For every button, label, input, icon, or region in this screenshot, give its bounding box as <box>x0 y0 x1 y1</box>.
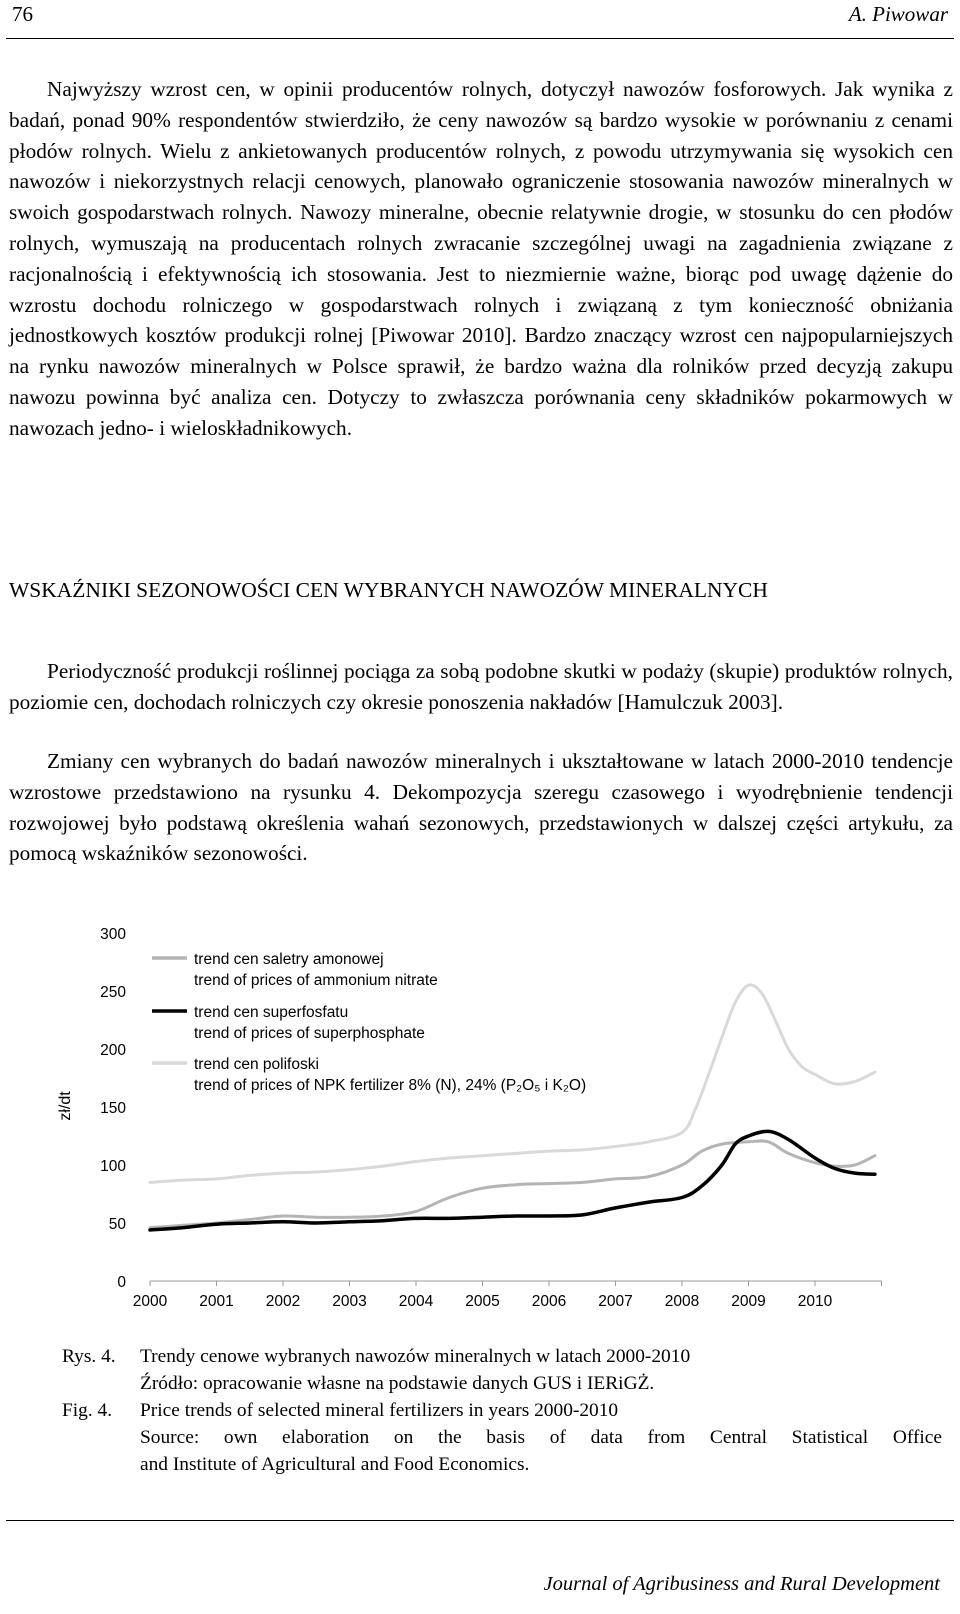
x-tick-label: 2004 <box>398 1293 434 1310</box>
caption-source-row-en-2 <box>62 1451 942 1478</box>
x-tick-label: 2010 <box>797 1293 833 1310</box>
x-tick-label: 2005 <box>465 1293 500 1310</box>
legend-label-en: trend of prices of superphosphate <box>194 1025 425 1042</box>
x-axis-ticks <box>133 1281 882 1310</box>
y-tick-label: 200 <box>100 1042 126 1059</box>
legend-label-pl: trend cen saletry amonowej <box>194 951 384 968</box>
paragraph-2: Periodyczność produkcji roślinnej pociąga za sobą podobne skutki w podaży (skupie) produktów rolnych, poziomie cen, dochodach rolniczych czy okresie ponoszenia nakładów [Hamulczuk 2003]. <box>9 659 953 714</box>
x-tick-label: 2008 <box>664 1293 700 1310</box>
y-tick-label: 300 <box>100 926 126 943</box>
caption-label-pl: Rys. 4. <box>62 1346 116 1367</box>
caption-row-pl <box>62 1343 942 1370</box>
caption-source-row-en-1 <box>62 1424 942 1451</box>
chart-legend <box>152 951 586 1094</box>
caption-label-en: Fig. 4. <box>62 1400 113 1421</box>
y-tick-label: 150 <box>100 1100 126 1117</box>
y-tick-label: 100 <box>100 1158 126 1175</box>
y-tick-label: 250 <box>100 984 126 1001</box>
legend-label-en: trend of prices of ammonium nitrate <box>194 972 438 989</box>
x-tick-label: 2006 <box>531 1293 567 1310</box>
running-header-author: A. Piwowar <box>848 2 948 26</box>
caption-source-pl: Źródło: opracowanie własne na podstawie danych GUS i IERiGŻ. <box>140 1373 655 1394</box>
y-axis-ticks <box>100 926 126 1291</box>
page-number: 76 <box>12 2 33 26</box>
caption-source-en-2: and Institute of Agricultural and Food Economics. <box>140 1454 530 1475</box>
x-tick-label: 2007 <box>598 1293 633 1310</box>
legend-label-pl: trend cen polifoski <box>194 1056 319 1073</box>
running-header <box>12 2 948 30</box>
x-tick-label: 2003 <box>332 1293 367 1310</box>
x-tick-label: 2009 <box>731 1293 766 1310</box>
series-line-2 <box>150 1131 875 1230</box>
caption-title-en: Price trends of selected mineral fertilizers in years 2000-2010 <box>140 1400 619 1421</box>
header-rule <box>6 38 954 39</box>
section-heading: WSKAŹNIKI SEZONOWOŚCI CEN WYBRANYCH NAWOZÓW MINERALNYCH <box>9 578 768 602</box>
caption-title-pl: Trendy cenowe wybranych nawozów mineralnych w latach 2000-2010 <box>140 1346 691 1367</box>
paragraph-3: Zmiany cen wybranych do badań nawozów mineralnych i ukształtowane w latach 2000-2010 tendencje wzrostowe przedstawiono na rysunku 4. Dekompozycja szeregu czasowego i wyodrębnienie tendencji rozwojowej było podstawą określenia wahań sezonowych, przedstawionych w dalszej części artykułu, za pomocą wskaźników sezonowości. <box>9 749 953 866</box>
y-tick-label: 50 <box>108 1216 126 1233</box>
y-axis-label: zł/dt <box>57 1091 74 1121</box>
caption-source-en-1: Source: own elaboration on the basis of data from Central Statistical Office <box>140 1427 942 1448</box>
x-tick-label: 2000 <box>132 1293 168 1310</box>
journal-footer: Journal of Agribusiness and Rural Development <box>543 1573 940 1595</box>
caption-source-row-pl <box>62 1370 942 1397</box>
footer-rule <box>6 1520 954 1521</box>
x-tick-label: 2001 <box>199 1293 234 1310</box>
y-tick-label: 0 <box>117 1274 126 1291</box>
paragraph-1: Najwyższy wzrost cen, w opinii producentów rolnych, dotyczył nawozów fosforowych. Jak wynika z badań, ponad 90% respondentów stwierdziło, że ceny nawozów są bardzo wysokie w porównaniu z cenami płodów rolnych. Wielu z ankietowanych producentów rolnych, z powodu utrzymywania się wysokich cen nawozów i niekorzystnych relacji cenowych, planowało ograniczenie stosowania nawozów mineralnych w swoich gospodarstwach rolnych. Nawozy mineralne, obecnie relatywnie drogie, w stosunku do cen płodów rolnych, wymuszają na producentach rolnych zwracanie szczególnej uwagi na zagadnienia związane z racjonalnością i efektywnością ich stosowania. Jest to niezmiernie ważne, biorąc pod uwagę dążenie do wzrostu dochodu rolniczego w gospodarstwach rolnych i związaną z tym konieczność obniżania jednostkowych kosztów produkcji rolnej [Piwowar 2010]. Bardzo znaczący wzrost cen najpopularniejszych na rynku nawozów mineralnych w Polsce sprawił, że bardzo ważna dla rolników przed decyzją zakupu nawozu powinna być analiza cen. Dotyczy to zwłaszcza porównania ceny składników pokarmowych w nawozach jedno- i wieloskładnikowych. <box>9 77 953 440</box>
figure-caption <box>62 1343 942 1478</box>
price-trend-chart <box>42 926 912 1316</box>
legend-label-en: trend of prices of NPK fertilizer 8% (N), 24% (P₂O₅ i K₂O) <box>194 1077 587 1094</box>
x-tick-label: 2002 <box>265 1293 301 1310</box>
series-lines <box>150 985 875 1230</box>
legend-label-pl: trend cen superfosfatu <box>194 1004 349 1021</box>
caption-row-en <box>62 1397 942 1424</box>
